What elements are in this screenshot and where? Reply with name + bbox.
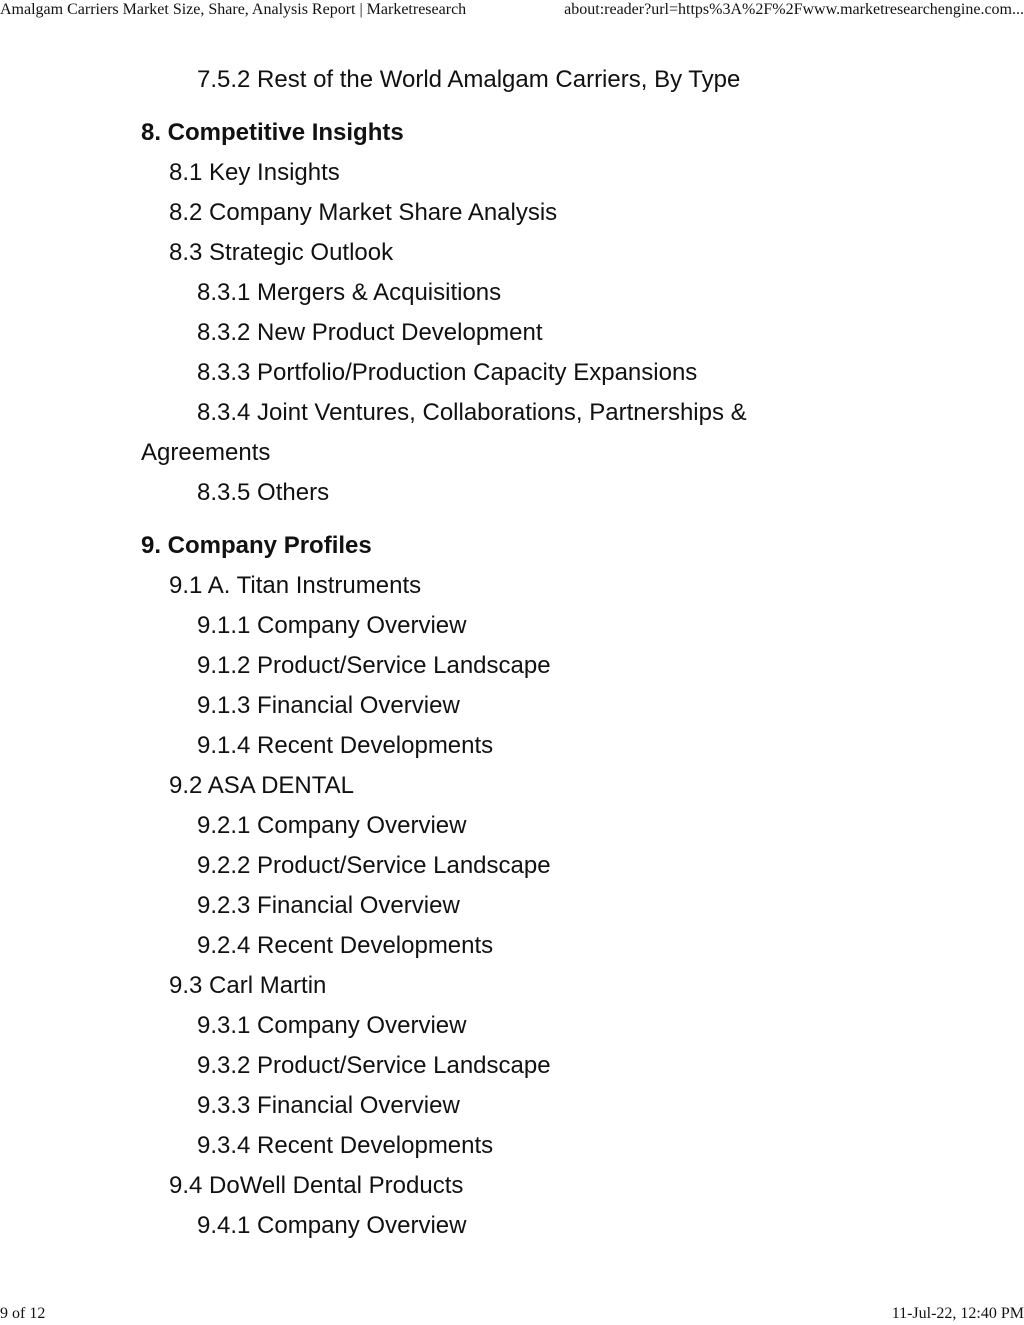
page-indicator: 9 of 12 bbox=[0, 1305, 46, 1322]
toc-item-8-3-2: 8.3.2 New Product Development bbox=[197, 319, 543, 346]
print-footer bbox=[0, 1305, 1024, 1325]
toc-item-8-3: 8.3 Strategic Outlook bbox=[169, 239, 394, 266]
company-subitem: 9.3.4 Recent Developments bbox=[197, 1132, 494, 1159]
company-subitem: 9.1.1 Company Overview bbox=[197, 612, 467, 639]
toc-item-8-3-5: 8.3.5 Others bbox=[197, 479, 330, 506]
table-of-contents bbox=[141, 60, 801, 1246]
section-heading-8: 8. Competitive Insights bbox=[141, 119, 404, 146]
toc-item-7-5-2: 7.5.2 Rest of the World Amalgam Carriers, By Type bbox=[197, 66, 741, 93]
company-title: 9.1 A. Titan Instruments bbox=[169, 572, 422, 599]
toc-item-8-1: 8.1 Key Insights bbox=[169, 159, 340, 186]
print-header bbox=[0, 0, 1024, 22]
company-subitem: 9.1.3 Financial Overview bbox=[197, 692, 460, 719]
company-subitem: 9.2.1 Company Overview bbox=[197, 812, 467, 839]
company-subitem: 9.3.1 Company Overview bbox=[197, 1012, 467, 1039]
company-title: 9.4 DoWell Dental Products bbox=[169, 1172, 464, 1199]
page-title: Amalgam Carriers Market Size, Share, Analysis Report | Marketresearch bbox=[0, 1, 467, 18]
company-subitem: 9.3.2 Product/Service Landscape bbox=[197, 1052, 551, 1079]
toc-item-8-2: 8.2 Company Market Share Analysis bbox=[169, 199, 558, 226]
company-subitem: 9.2.3 Financial Overview bbox=[197, 892, 460, 919]
section-heading-9: 9. Company Profiles bbox=[141, 532, 372, 559]
company-subitem: 9.4.1 Company Overview bbox=[197, 1212, 467, 1239]
toc-item-8-3-3: 8.3.3 Portfolio/Production Capacity Expansions bbox=[197, 359, 698, 386]
toc-item-8-3-1: 8.3.1 Mergers & Acquisitions bbox=[197, 279, 502, 306]
company-title: 9.2 ASA DENTAL bbox=[169, 772, 354, 799]
company-subitem: 9.1.2 Product/Service Landscape bbox=[197, 652, 551, 679]
page-url: about:reader?url=https%3A%2F%2Fwww.marketresearchengine.com... bbox=[564, 1, 1024, 18]
company-subitem: 9.2.4 Recent Developments bbox=[197, 932, 494, 959]
company-subitem: 9.3.3 Financial Overview bbox=[197, 1092, 460, 1119]
print-timestamp: 11-Jul-22, 12:40 PM bbox=[891, 1305, 1024, 1322]
company-subitem: 9.1.4 Recent Developments bbox=[197, 732, 494, 759]
toc-item-8-3-4: 8.3.4 Joint Ventures, Collaborations, Partnerships & Agreements bbox=[141, 399, 747, 466]
company-title: 9.3 Carl Martin bbox=[169, 972, 327, 999]
company-subitem: 9.2.2 Product/Service Landscape bbox=[197, 852, 551, 879]
